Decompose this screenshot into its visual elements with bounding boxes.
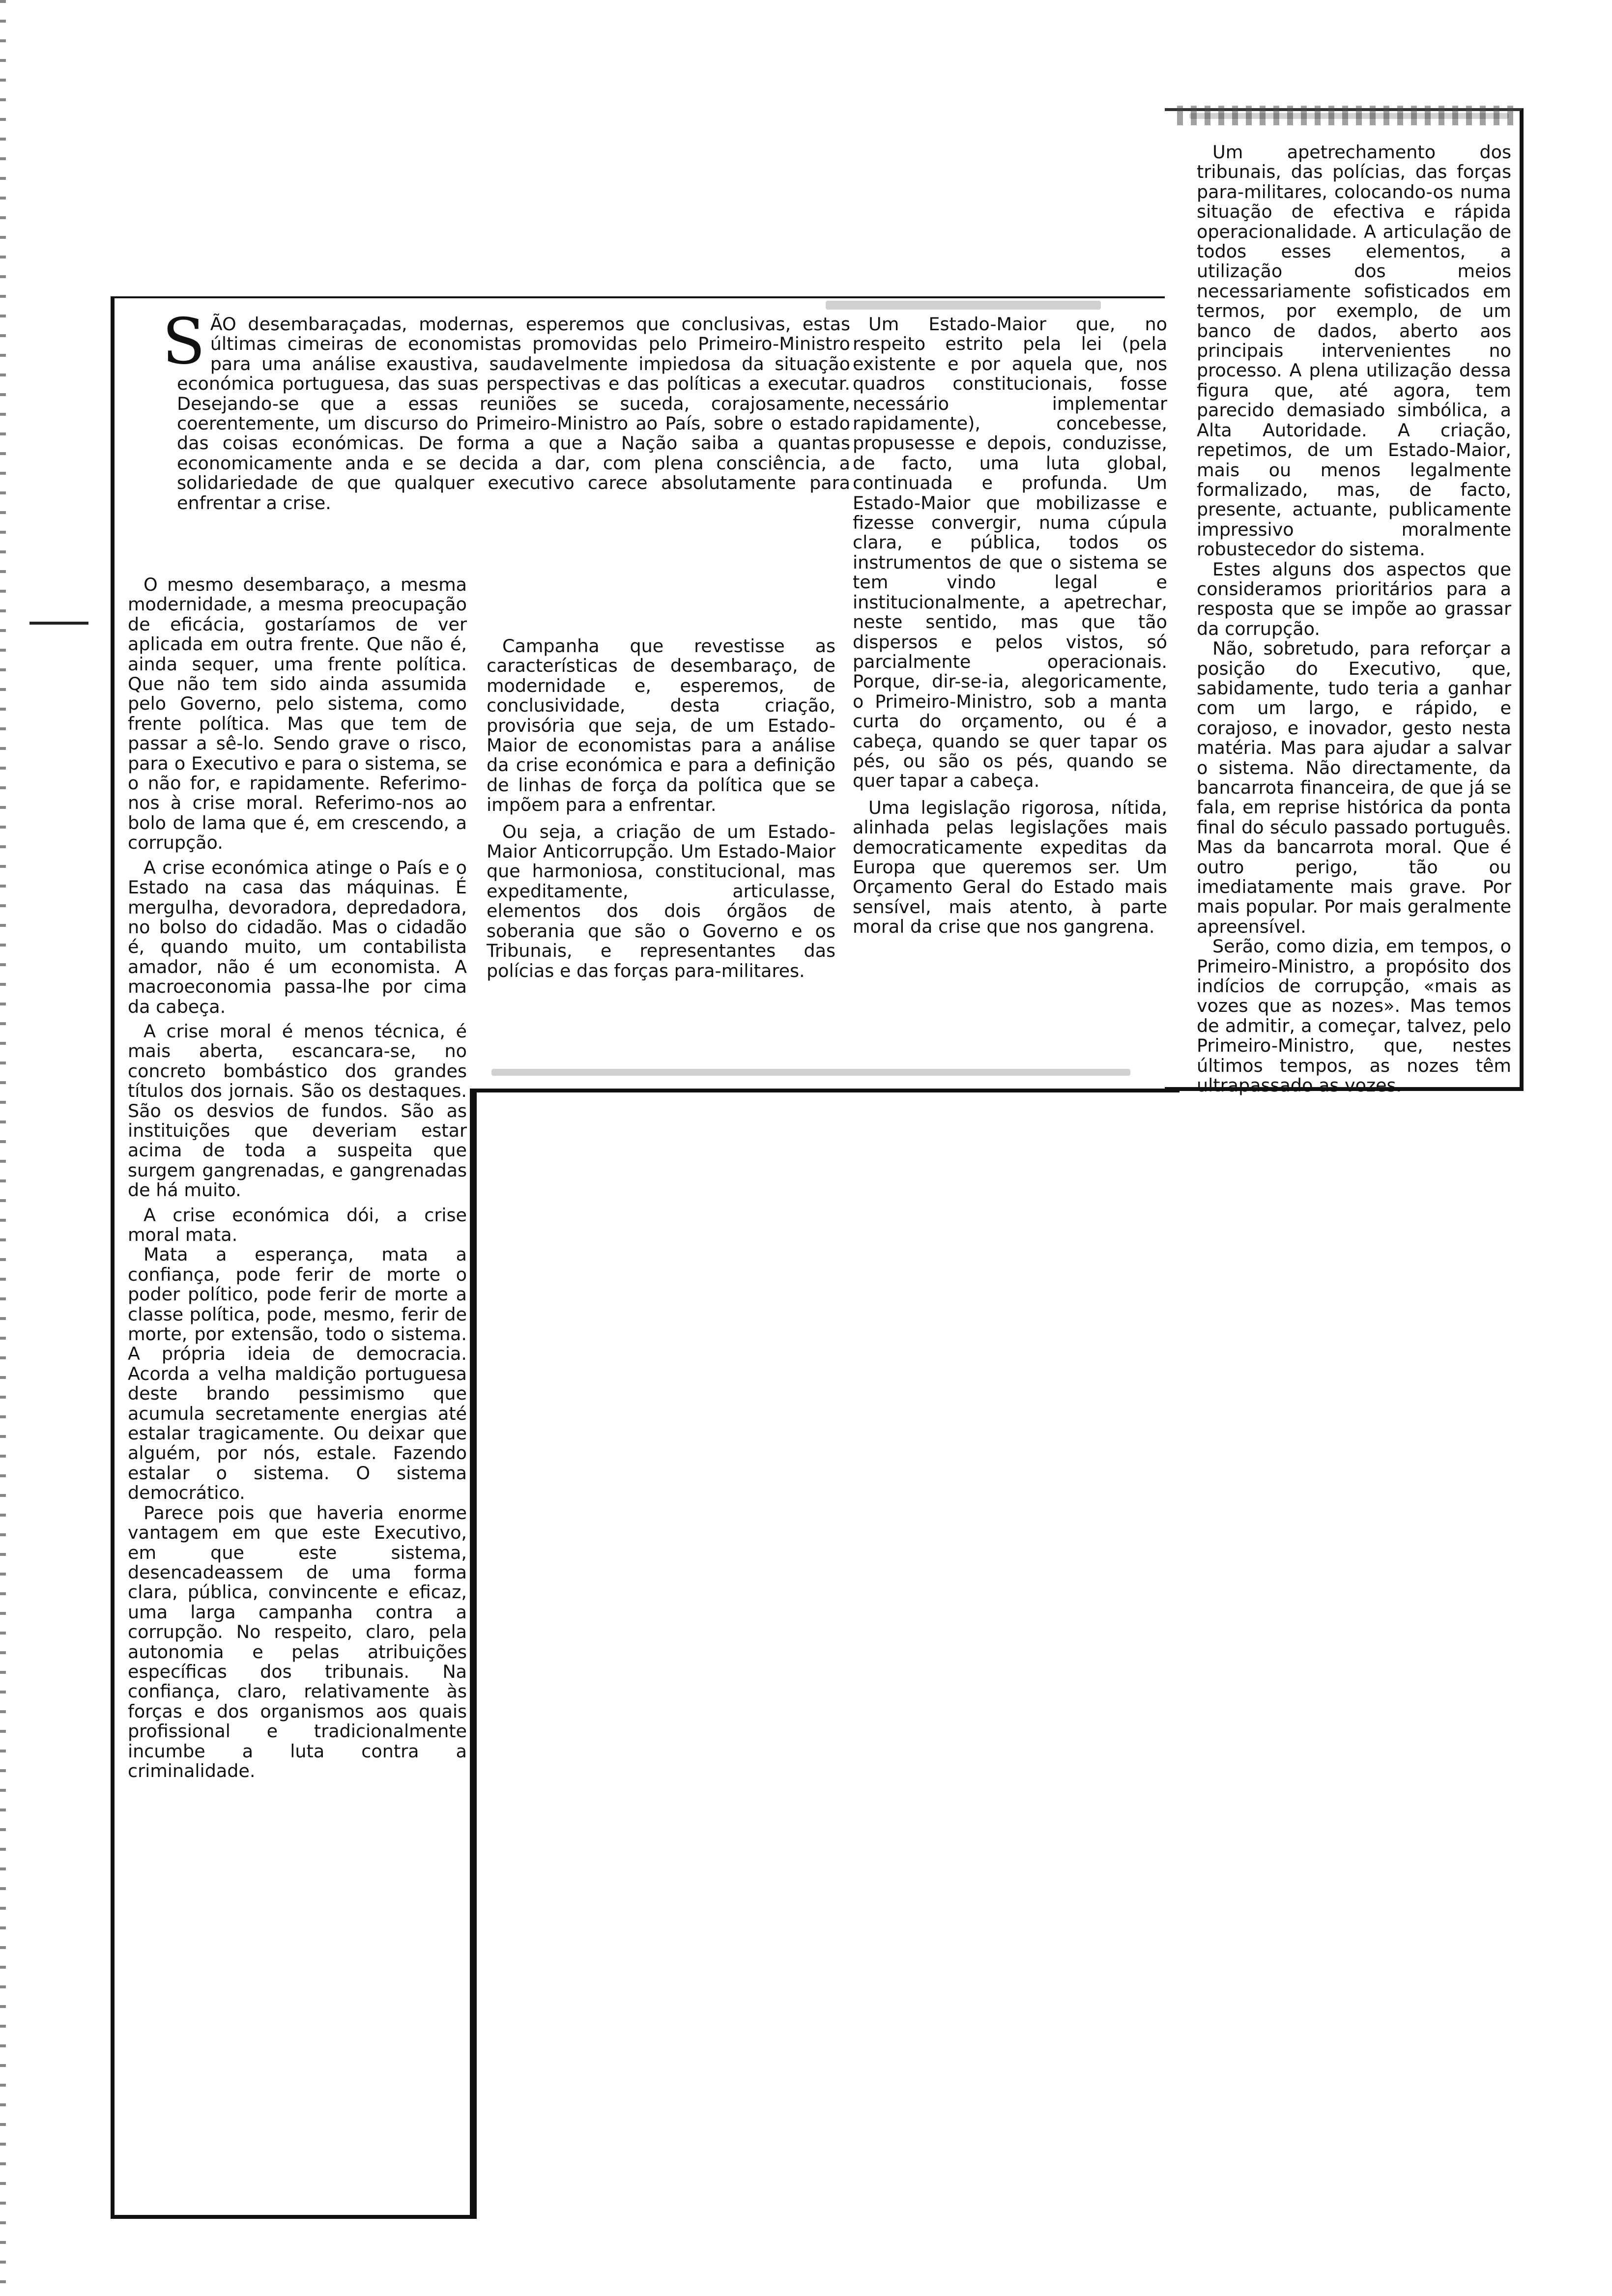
paragraph: Serão, como dizia, em tempos, o Primeiro-Ministro, a propósito dos indícios de corrupção, «mais as vozes que as nozes». Mas temos de admitir, a começar, talvez, pelo Primeiro-Ministro, que, nestes últimos tempos, as nozes têm ultrapassado as vozes. [1197, 936, 1511, 1096]
paragraph: Ou seja, a criação de um Estado-Maior Anticorrupção. Um Estado-Maior que harmoniosa, constitucional, mas expeditamente, articulasse, elementos dos dois órgãos de soberania que são o Governo e os Tribunais, e representantes das polícias e das forças para-militares. [487, 821, 835, 981]
paragraph: A crise económica dói, a crise moral mata. [128, 1204, 467, 1245]
article-column-1 [128, 575, 467, 1781]
paragraph: O mesmo desembaraço, a mesma modernidade, a mesma preocupação de eficácia, gostaríamos de ver aplicada em outra frente. Que não é, ainda sequer, uma frente política. Que não tem sido ainda assumida pelo Governo, pelo sistema, como frente política. Mas que tem de passar a sê-lo. Sendo grave o risco, para o Executivo e para o sistema, se o não for, e rapidamente. Referimo-nos à crise moral. Referimo-nos ao bolo de lama que é, em crescendo, a corrupção. [128, 574, 467, 854]
article-column-3 [853, 315, 1167, 937]
paragraph: Uma legislação rigorosa, nítida, alinhada pelas legislações mais democraticamente expeditas da Europa que queremos ser. Um Orçamento Geral do Estado mais sensível, mais atento, à parte moral da crise que nos gangrena. [853, 797, 1167, 938]
paragraph: Parece pois que haveria enorme vantagem em que este Executivo, em que este sistema, desencadeassem de uma forma clara, pública, convincente e eficaz, uma larga campanha contra a corrupção. No respeito, claro, pela autonomia e pelas atribuições específicas dos tribunais. Na confiança, claro, relativamente às forças e dos organismos aos quais profissional e tradicionalmente incumbe a luta contra a criminalidade. [128, 1502, 467, 1781]
paragraph: Mata a esperança, mata a confiança, pode ferir de morte o poder político, pode ferir de morte a classe política, pode, mesmo, ferir de morte, por extensão, todo o sistema. A própria ideia de democracia. Acorda a velha maldição portuguesa deste brando pessimismo que acumula secretamente energias até estalar tragicamente. Ou deixar que alguém, por nós, estale. Fazendo estalar o sistema. O sistema democrático. [128, 1244, 467, 1504]
article-column-4 [1197, 143, 1511, 1096]
scan-margin-marks [0, 0, 6, 2296]
paragraph: A crise económica atinge o País e o Estado na casa das máquinas. É mergulha, devoradora, depredadora, no bolso do cidadão. Mas o cidadão é, quando muito, um contabilista amador, não é um economista. A macroeconomia passa-lhe por cima da cabeça. [128, 857, 467, 1017]
stray-dash-mark [29, 622, 88, 625]
scan-smudge [1189, 113, 1509, 119]
scan-smudge [826, 301, 1101, 310]
paragraph: Um Estado-Maior que, no respeito estrito pela lei (pela existente e por aquela que, nos quadros constitucionais, fosse necessário implementar rapidamente), concebesse, propusesse e depois, conduzisse, de facto, uma luta global, continuada e profunda. Um Estado-Maior que mobilizasse e fizesse convergir, numa cúpula clara, e pública, todos os instrumentos de que o sistema se tem vindo legal e institucionalmente, a apetrechar, neste sentido, mas que tão dispersos e pelos vistos, só parcialmente operacionais. Porque, dir-se-ia, alegoricamente, o Primeiro-Ministro, sob a manta curta do orçamento, ou é a cabeça, quando se quer tapar os pés, ou são os pés, quando se quer tapar a cabeça. [853, 314, 1167, 792]
article-lead [162, 305, 850, 514]
drop-cap: S [162, 305, 205, 378]
scan-smudge [491, 1069, 1130, 1076]
paragraph: Campanha que revestisse as características de desembaraço, de modernidade e, esperemos, de conclusividade, desta criação, provisória que seja, de um Estado-Maior de economistas para a análise da crise económica e para a definição de linhas de força da política que se impõem para a enfrentar. [487, 635, 835, 816]
paragraph: Um apetrechamento dos tribunais, das polícias, das forças para-militares, colocando-os numa situação de efectiva e rápida operacionalidade. A articulação de todos esses elementos, a utilização dos meios necessariamente sofisticados em termos, por exemplo, de um banco de dados, aberto aos principais intervenientes no processo. A plena utilização dessa figura que, até agora, tem parecido demasiado simbólica, a Alta Autoridade. A criação, repetimos, de um Estado-Maior, mais ou menos legalmente formalizado, mas, de facto, presente, actuante, publicamente impressivo moralmente robustecedor do sistema. [1197, 142, 1511, 560]
lead-paragraph: ÃO desembaraçadas, modernas, esperemos que conclusivas, estas últimas cimeiras de economistas promovidas pelo Primeiro-Ministro para uma análise exaustiva, saudavelmente impiedosa da situação económica portuguesa, das suas perspectivas e das políticas a executar. Desejando-se que a essas reuniões se suceda, corajosamente, coerentemente, um discurso do Primeiro-Ministro ao País, sobre o estado das coisas económicas. De forma a que a Nação saiba a quantas economicamente anda e se decida a dar, com plena consciência, a solidariedade de que qualquer executivo carece absolutamente para enfrentar a crise. [177, 314, 850, 514]
paragraph: A crise moral é menos técnica, é mais aberta, escancara-se, no concreto bombástico dos grandes títulos dos jornais. São os destaques. São os desvios de fundos. São as instituições que deveriam estar acima de toda a suspeita que surgem gangrenadas, e gangrenadas de há muito. [128, 1020, 467, 1201]
paragraph: Estes alguns dos aspectos que consideramos prioritários para a resposta que se impõe ao grassar da corrupção. [1197, 558, 1511, 639]
paragraph: Não, sobretudo, para reforçar a posição do Executivo, que, sabidamente, tudo teria a ganhar com um largo, e rápido, e corajoso, e inovador, gesto nesta matéria. Mas para ajudar a salvar o sistema. Não directamente, da bancarrota financeira, de que já se fala, em reprise histórica da ponta final do século passado português. Mas da bancarrota moral. Que é outro perigo, tão ou imediatamente mais grave. Por mais popular. Por mais geralmente apreensível. [1197, 638, 1511, 937]
article-column-2 [487, 636, 835, 981]
